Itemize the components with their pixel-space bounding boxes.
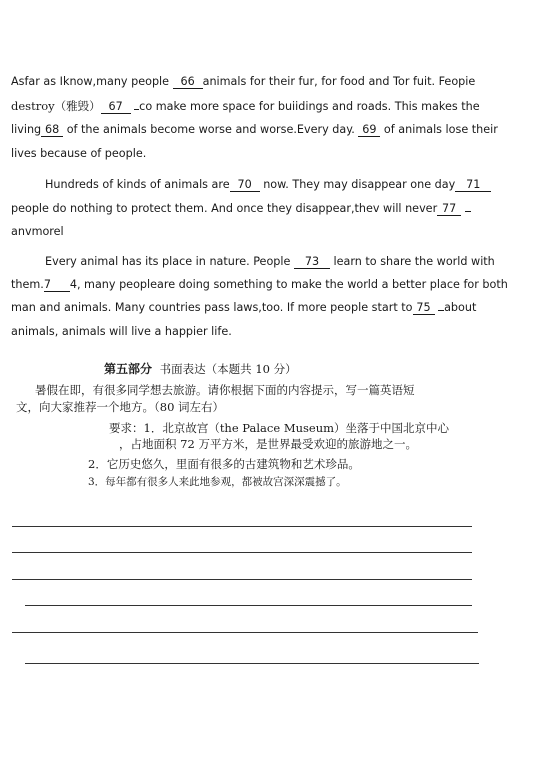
passage-line <box>11 201 471 217</box>
passage-text: destroy（雅毁） <box>11 99 101 113</box>
blank-75[interactable]: 75 <box>413 301 435 315</box>
passage-text: learn to share the world with <box>333 255 495 268</box>
passage-line <box>11 98 480 114</box>
writing-line[interactable] <box>12 632 478 633</box>
requirement-3: 3．每年都有很多人来此地参观，都被故宫深深震撼了。 <box>88 476 347 488</box>
passage-line <box>11 277 508 293</box>
blank-69[interactable]: 69 <box>358 123 380 137</box>
passage-text: co make more space for buiidings and roads. This makes the <box>139 100 480 113</box>
passage-text: 4, many peopleare doing something to make the world a better place for both <box>69 278 508 291</box>
passage-text: them. <box>11 278 44 291</box>
passage-text: lives because of people. <box>11 147 147 160</box>
passage-text: animals for their fur, for food and Tor fuit. Feopie <box>202 75 476 88</box>
blank-74[interactable]: 7 <box>44 278 70 292</box>
section-subtitle: 书面表达（本题共 10 分） <box>159 362 297 376</box>
blank-68[interactable]: 68 <box>41 123 63 137</box>
passage-text: people do nothing to protect them. And once they disappear,thev will never <box>11 202 438 215</box>
writing-intro-line-2: 文，向大家推荐一个地方。（80 词左右） <box>16 400 225 414</box>
passage-text: of the animals become worse and worse.Every day. <box>66 123 355 136</box>
writing-line[interactable] <box>12 579 472 580</box>
passage-text: about <box>444 301 477 314</box>
passage-text: Asfar as Iknow,many people <box>11 75 170 88</box>
passage-line <box>11 146 146 162</box>
passage-text: of animals lose their <box>383 123 498 136</box>
writing-line[interactable] <box>12 526 472 527</box>
passage-text: now. They may disappear one day <box>263 178 456 191</box>
blank-67[interactable]: 67 <box>101 100 131 114</box>
passage-line <box>11 300 476 316</box>
passage-line <box>45 254 495 270</box>
passage-text: living <box>11 123 42 136</box>
blank-70[interactable]: 70 <box>230 178 260 192</box>
passage-line <box>11 122 498 138</box>
blank-extra <box>465 211 471 212</box>
blank-73[interactable]: 73 <box>294 255 330 269</box>
blank-71[interactable]: 71 <box>455 178 491 192</box>
writing-intro-line-1: 暑假在即，有很多同学想去旅游。请你根据下面的内容提示，写一篇英语短 <box>35 383 415 397</box>
passage-line <box>45 177 491 193</box>
passage-line <box>11 324 232 340</box>
section-title: 第五部分 <box>104 362 153 376</box>
writing-line[interactable] <box>25 605 472 606</box>
requirement-2: 2．它历史悠久，里面有很多的古建筑物和艺术珍品。 <box>88 457 360 471</box>
passage-text: Hundreds of kinds of animals are <box>45 178 230 191</box>
passage-text: anvmorel <box>11 225 64 238</box>
passage-text: animals, animals will live a happier life. <box>11 325 232 338</box>
requirement-1: 要求：1．北京故宫（the Palace Museum）坐落于中国北京中心 <box>109 421 450 435</box>
blank-66[interactable]: 66 <box>173 75 203 89</box>
blank-77[interactable]: 77 <box>437 202 461 216</box>
passage-text: Every animal has its place in nature. People <box>45 255 291 268</box>
writing-line[interactable] <box>12 552 472 553</box>
passage-text: man and animals. Many countries pass laws,too. If more people start to <box>11 301 413 314</box>
writing-line[interactable] <box>25 663 479 664</box>
passage-line <box>11 224 64 240</box>
passage-line <box>11 74 475 90</box>
section-heading <box>104 360 297 377</box>
requirement-1-cont: ，占地面积 72 万平方米，是世界最受欢迎的旅游地之一。 <box>119 437 417 451</box>
